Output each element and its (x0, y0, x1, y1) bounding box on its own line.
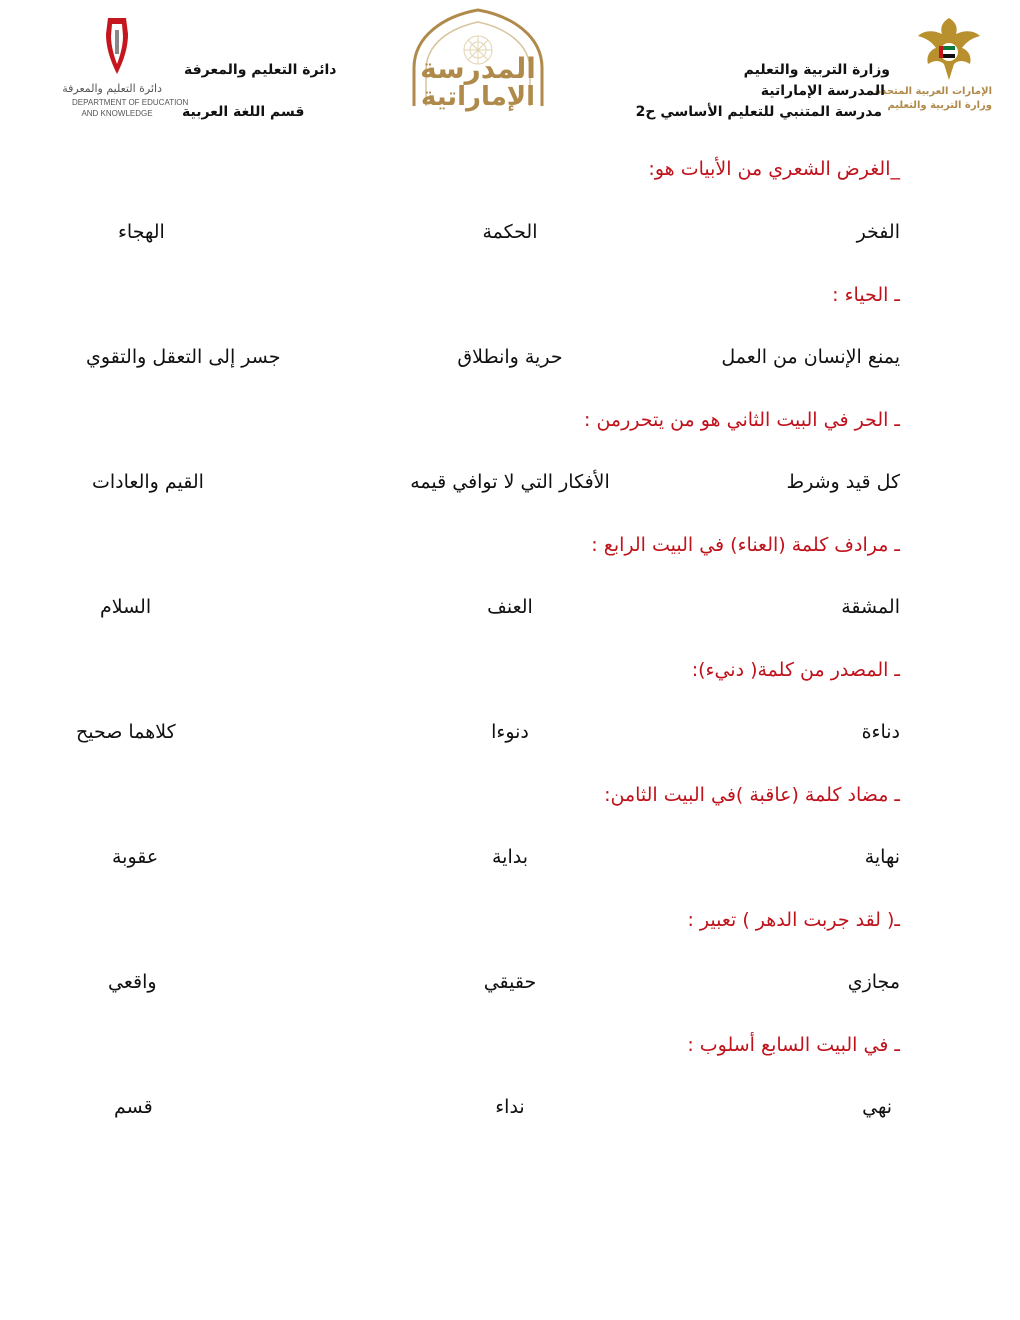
question-5-option-2[interactable]: دنوءا (491, 721, 529, 743)
question-3-prompt: ـ الحر في البيت الثاني هو من يتحررمن : (584, 409, 900, 431)
question-2-option-1[interactable]: يمنع الإنسان من العمل (721, 346, 900, 368)
question-3-option-3[interactable]: القيم والعادات (92, 471, 204, 493)
emirati-school-logo (404, 6, 552, 118)
logo-text-line-2: الإماراتية (420, 82, 536, 112)
question-7-option-3[interactable]: واقعي (108, 971, 157, 993)
question-7-option-1[interactable]: مجازي (847, 971, 900, 993)
question-5-prompt: ـ المصدر من كلمة( دنيء): (691, 659, 900, 681)
question-1-prompt: _الغرض الشعري من الأبيات هو: (648, 158, 900, 180)
question-6-option-3[interactable]: عقوبة (112, 846, 159, 868)
uae-emblem-logo (875, 14, 992, 126)
question-6-prompt: ـ مضاد كلمة (عاقبة )في البيت الثامن: (604, 784, 900, 806)
question-4-option-3[interactable]: السلام (100, 596, 152, 618)
question-8-prompt: ـ في البيت السابع أسلوب : (687, 1034, 900, 1056)
question-4-option-1[interactable]: المشقة (841, 596, 900, 618)
question-3-option-2[interactable]: الأفكار التي لا توافي قيمه (410, 471, 610, 493)
question-5-option-1[interactable]: دناءة (861, 721, 900, 743)
ministry-name: وزارة التربية والتعليم (743, 62, 890, 78)
adek-logo (62, 14, 189, 120)
adek-caption-ar: دائرة التعليم والمعرفة (62, 82, 162, 95)
adek-caption-en-1: DEPARTMENT OF EDUCATION (72, 98, 189, 107)
question-2-option-3[interactable]: جسر إلى التعقل والتقوي (86, 346, 281, 368)
falcon-emblem-icon (906, 14, 992, 84)
department-name: دائرة التعليم والمعرفة (184, 62, 337, 78)
adek-caption-en-2: AND KNOWLEDGE (81, 109, 153, 118)
question-8-option-3[interactable]: قسم (114, 1096, 153, 1118)
question-7-prompt: ـ( لقد جربت الدهر ) تعبير : (687, 909, 900, 931)
adek-emblem-icon (72, 14, 162, 80)
question-6-option-2[interactable]: بداية (491, 846, 528, 868)
question-7-option-2[interactable]: حقيقي (483, 971, 537, 993)
question-2-option-2[interactable]: حرية وانطلاق (457, 346, 563, 368)
question-4-prompt: ـ مرادف كلمة (العناء) في البيت الرابع : (591, 534, 900, 556)
logo-text-line-1: المدرسة (420, 52, 536, 85)
question-1-option-2[interactable]: الحكمة (482, 221, 538, 243)
question-4-option-2[interactable]: العنف (487, 596, 533, 618)
school-type: المدرسة الإماراتية (760, 83, 885, 99)
question-8-option-1[interactable]: نهي (862, 1096, 892, 1118)
question-1-option-3[interactable]: الهجاء (118, 221, 165, 243)
emblem-caption-1: الإمارات العربية المتحدة (875, 86, 992, 97)
school-name: مدرسة المتنبي للتعليم الأساسي ح2 (635, 104, 882, 120)
question-6-option-1[interactable]: نهاية (864, 846, 900, 868)
question-3-option-1[interactable]: كل قيد وشرط (786, 471, 900, 493)
question-1-option-1[interactable]: الفخر (856, 221, 900, 243)
question-2-prompt: ـ الحياء : (832, 284, 900, 306)
arabic-section-name: قسم اللغة العربية (182, 104, 305, 120)
question-8-option-2[interactable]: نداء (495, 1096, 525, 1118)
question-5-option-3[interactable]: كلاهما صحيح (76, 721, 176, 743)
emblem-caption-2: وزارة التربية والتعليم (887, 100, 992, 111)
